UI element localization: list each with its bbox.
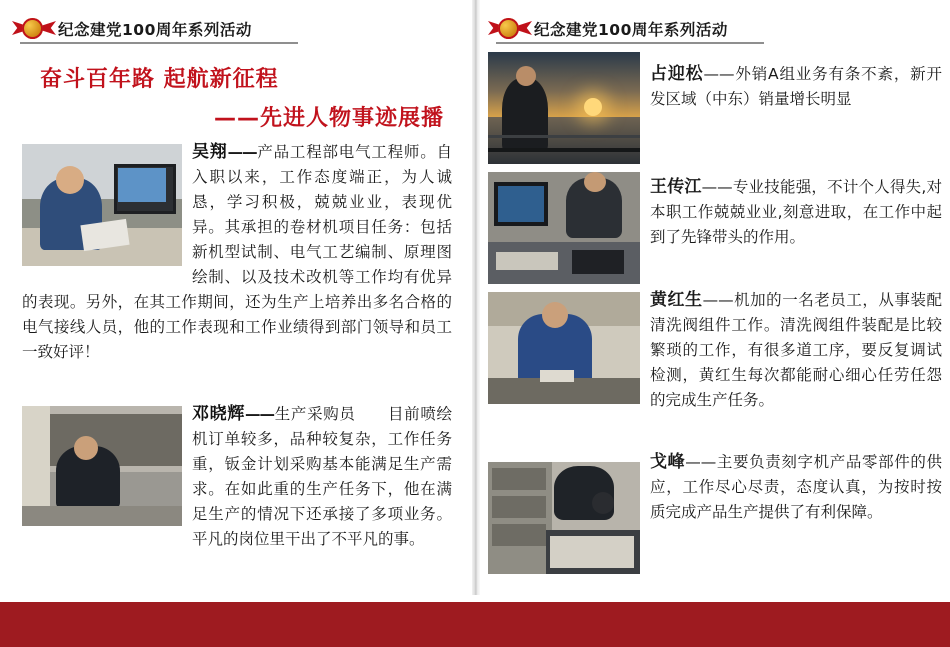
page-seam xyxy=(472,0,480,600)
article-1-dash: —— xyxy=(227,143,257,161)
banner-right-title: 纪念建党100周年系列活动 xyxy=(534,21,728,39)
photo-huang-hongsheng xyxy=(488,292,640,404)
ribbon-icon xyxy=(12,14,56,44)
entry-2-dash: —— xyxy=(701,178,733,196)
banner-left-title: 纪念建党100周年系列活动 xyxy=(58,21,252,39)
article-1-name: 吴翔 xyxy=(192,142,228,162)
left-page xyxy=(0,0,472,600)
bottom-bar-divider xyxy=(0,595,950,602)
banner-left xyxy=(12,14,292,44)
entry-1-name: 占迎松 xyxy=(650,64,704,84)
article-2-body: 生产采购员 目前喷绘机订单较多，品种较复杂，工作任务重，钣金计划采购基本能满足生产需求。在如此重的生产任务下，他在满足生产的情况下还承接了多项业务。平凡的岗位里干出了不平凡的事。 xyxy=(192,405,452,548)
headline-line-1: 奋斗百年路 起航新征程 xyxy=(40,67,279,92)
entry-2-body: 专业技能强，不计个人得失,对本职工作兢兢业业,刻意进取，在工作中起到了先锋带头的作用。 xyxy=(650,178,943,246)
article-wu-xiang xyxy=(22,140,452,365)
article-deng-xiaohui xyxy=(22,402,452,552)
entry-4-dash: —— xyxy=(685,453,717,471)
headline-line-2: ——先进人物事迹展播 xyxy=(213,106,444,131)
photo-zhan-yingsong xyxy=(488,52,640,164)
entry-3-name: 黄红生 xyxy=(650,290,703,310)
entry-zhan-yingsong xyxy=(650,62,942,112)
photo-wang-chuanjiang xyxy=(488,172,640,284)
ribbon-icon xyxy=(488,14,532,44)
article-1-body: 产品工程部电气工程师。自入职以来，工作态度端正，为人诚恳，学习积极，兢兢业业，表现优异。其承担的卷材机项目任务：包括新机型试制、电气工艺编制、原理图绘制、以及技术改机等工作均有优异的表现。另外，在其工作期间，还为生产上培养出多名合格的电气接线人员，他的工作表现和工作业绩得到部门领导和员工一致好评！ xyxy=(22,143,452,361)
right-page xyxy=(480,0,950,600)
entry-4-name: 戈峰 xyxy=(650,452,686,472)
entry-4-body: 主要负责刻字机产品零部件的供应，工作尽心尽责，态度认真，为按时按质完成产品生产提供了有利保障。 xyxy=(650,453,942,521)
banner-right-underline xyxy=(496,42,764,44)
entry-wang-chuanjiang xyxy=(650,175,942,250)
entry-1-dash: —— xyxy=(703,65,735,83)
photo-wu-xiang xyxy=(22,144,182,266)
photo-ge-feng xyxy=(488,462,640,574)
banner-left-underline xyxy=(20,42,298,44)
article-2-dash: —— xyxy=(245,405,275,423)
photo-deng-xiaohui xyxy=(22,406,182,526)
banner-right xyxy=(488,14,758,44)
entry-2-name: 王传江 xyxy=(650,177,702,197)
entry-3-dash: —— xyxy=(702,291,734,309)
article-2-name: 邓晓辉 xyxy=(192,404,246,424)
entry-1-body: 外销A组业务有条不紊，新开发区域（中东）销量增长明显 xyxy=(650,65,942,108)
entry-3-body: 机加的一名老员工，从事装配清洗阀组件工作。清洗阀组件装配是比较繁琐的工作，有很多道工序，要反复调试检测，黄红生每次都能耐心细心任劳任怨的完成生产任务。 xyxy=(650,291,942,409)
bottom-bar xyxy=(0,602,950,647)
headline xyxy=(40,62,460,132)
entry-huang-hongsheng xyxy=(650,288,942,413)
entry-ge-feng xyxy=(650,450,942,525)
